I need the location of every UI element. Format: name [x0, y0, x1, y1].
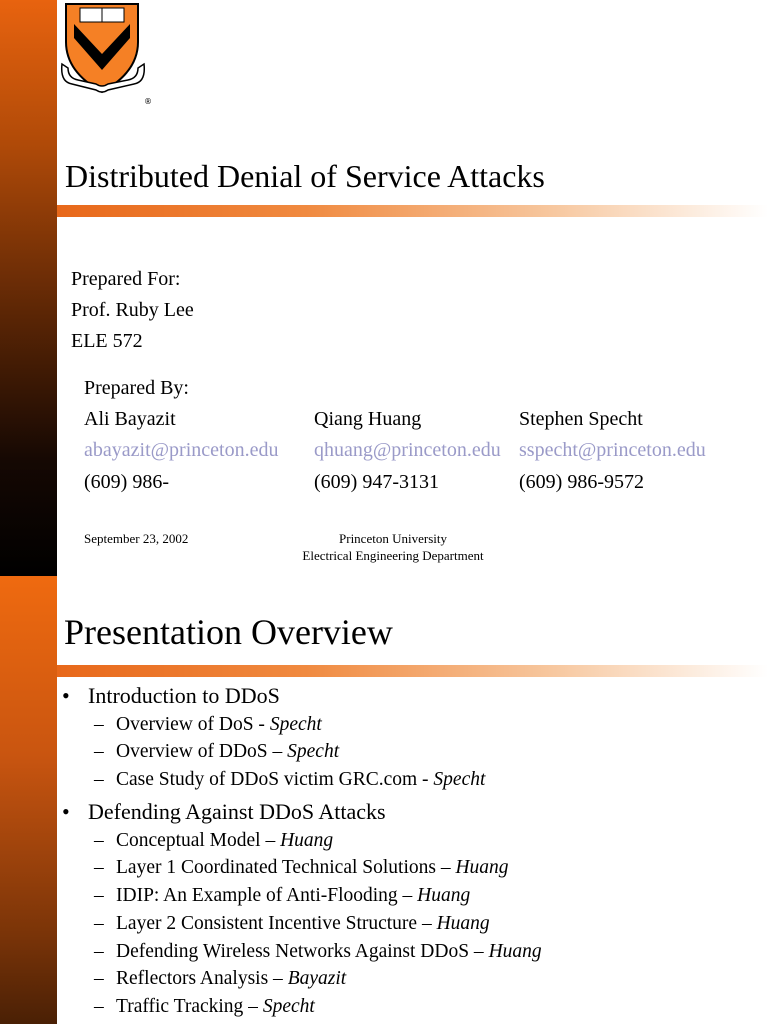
sub-item-author: Specht [262, 996, 315, 1017]
prepared-for-label: Prepared For: [71, 268, 181, 290]
author-name: Ali Bayazit [84, 408, 176, 430]
author-email-link[interactable]: sspecht@princeton.edu [519, 439, 706, 461]
sub-item-author: Huang [280, 830, 334, 851]
sub-item-author: Specht [287, 741, 340, 762]
sub-item-author: Specht [269, 714, 322, 735]
sub-item-author: Huang [436, 913, 490, 934]
slide-sidebar-gradient [0, 576, 57, 1024]
title-underline [57, 205, 768, 217]
author-phone: (609) 947-3131 [314, 471, 439, 493]
sub-item-author: Specht [433, 769, 486, 790]
bullet-label: Introduction to DDoS [88, 683, 280, 708]
svg-text:®: ® [144, 97, 152, 106]
slide-sidebar-gradient [0, 0, 57, 576]
sub-item: – Layer 2 Consistent Incentive Structure – Huang [94, 913, 490, 934]
sub-item-text: Layer 1 Coordinated Technical Solutions – [116, 857, 456, 878]
author-name: Qiang Huang [314, 408, 422, 430]
sub-item: – Overview of DDoS – Specht [94, 741, 340, 762]
title-underline [57, 665, 768, 677]
author-name: Stephen Specht [519, 408, 643, 430]
bullet-item [62, 799, 386, 825]
sub-item-text: Layer 2 Consistent Incentive Structure – [116, 913, 437, 934]
sub-item: – Defending Wireless Networks Against DDoS – Huang [94, 941, 542, 962]
author-phone: (609) 986- [84, 471, 169, 493]
sub-item: – Reflectors Analysis – Bayazit [94, 968, 347, 989]
author-email-link[interactable]: qhuang@princeton.edu [314, 439, 501, 461]
sub-item: – Layer 1 Coordinated Technical Solutions – Huang [94, 857, 509, 878]
princeton-shield-logo [56, 2, 156, 108]
footer-university: Princeton University [339, 531, 447, 546]
sub-item-text: Traffic Tracking – [116, 996, 263, 1017]
sub-item: – Case Study of DDoS victim GRC.com - Specht [94, 769, 486, 790]
sub-item-text: Case Study of DDoS victim GRC.com - [116, 769, 434, 790]
sub-item-text: Overview of DoS - [116, 714, 270, 735]
bullet-dot: • [62, 799, 70, 824]
course-code: ELE 572 [71, 330, 143, 352]
author-email-link[interactable]: abayazit@princeton.edu [84, 439, 279, 461]
sub-item-text: Reflectors Analysis – [116, 968, 288, 989]
slide-title: Presentation Overview [64, 612, 393, 652]
sub-item-author: Huang [488, 941, 542, 962]
sub-item-text: Overview of DDoS – [116, 741, 288, 762]
sub-item: – Traffic Tracking – Specht [94, 996, 315, 1017]
sub-item: – Conceptual Model – Huang [94, 830, 334, 851]
professor-name: Prof. Ruby Lee [71, 299, 194, 321]
prepared-by-label: Prepared By: [84, 377, 189, 399]
footer-date: September 23, 2002 [84, 531, 189, 546]
sub-item-author: Huang [417, 885, 471, 906]
sub-item-author: Bayazit [287, 968, 347, 989]
author-phone: (609) 986-9572 [519, 471, 644, 493]
sub-item-text: Conceptual Model – [116, 830, 281, 851]
sub-item-author: Huang [455, 857, 509, 878]
sub-item-text: Defending Wireless Networks Against DDoS – [116, 941, 489, 962]
sub-item: – Overview of DoS - Specht [94, 714, 322, 735]
sub-item-text: IDIP: An Example of Anti-Flooding – [116, 885, 418, 906]
slide-title: Distributed Denial of Service Attacks [65, 158, 545, 194]
sub-item: – IDIP: An Example of Anti-Flooding – Huang [94, 885, 471, 906]
footer-department: Electrical Engineering Department [302, 548, 484, 563]
bullet-dot: • [62, 683, 70, 708]
bullet-item [62, 683, 280, 709]
bullet-label: Defending Against DDoS Attacks [88, 799, 386, 824]
